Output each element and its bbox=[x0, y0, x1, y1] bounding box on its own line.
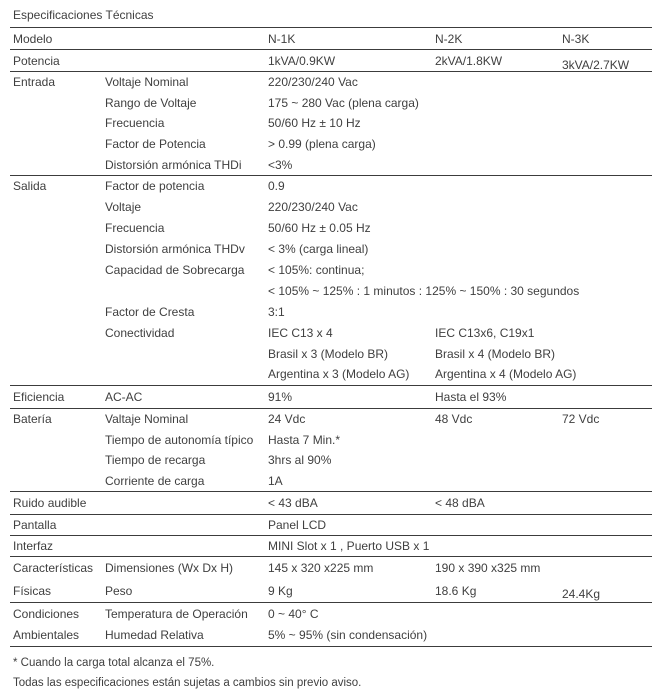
spec-value: < 105%: continua; bbox=[268, 262, 365, 277]
section-interfaz bbox=[10, 535, 652, 556]
row-entrada-factor-potencia bbox=[10, 134, 652, 155]
spec-value-n2k: < 48 dBA bbox=[435, 495, 485, 510]
spec-value: < 105% ~ 125% : 1 minutos : 125% ~ 150% : 30 segundos bbox=[268, 283, 580, 298]
spec-value: 3hrs al 90% bbox=[268, 453, 332, 468]
spec-value: 175 ~ 280 Vac (plena carga) bbox=[268, 95, 419, 110]
spec-value-n3k: 72 Vdc bbox=[562, 412, 600, 427]
spec-value-n1k: Brasil x 3 (Modelo BR) bbox=[268, 346, 389, 361]
section-modelo bbox=[10, 27, 652, 49]
spec-sublabel: Conectividad bbox=[105, 325, 175, 340]
spec-value-n1k: IEC C13 x 4 bbox=[268, 325, 333, 340]
row-entrada-frecuencia bbox=[10, 113, 652, 134]
row-salida-sobrecarga-2 bbox=[10, 280, 652, 301]
spec-value-n3k: 24.4Kg bbox=[562, 586, 601, 601]
row-fisicas-peso bbox=[10, 579, 652, 602]
spec-sublabel: Factor de potencia bbox=[105, 179, 205, 194]
spec-value: < 3% (carga lineal) bbox=[268, 242, 369, 257]
potencia-n1k: 1kVA/0.9KW bbox=[268, 53, 336, 68]
spec-value: 0 ~ 40° C bbox=[268, 606, 319, 621]
section-ruido bbox=[10, 491, 652, 514]
ambientales-label-line2: Ambientales bbox=[13, 628, 80, 643]
spec-sublabel: Factor de Cresta bbox=[105, 304, 195, 319]
salida-label: Salida bbox=[13, 179, 47, 194]
row-entrada-voltaje-nominal bbox=[10, 72, 652, 93]
spec-sublabel: Capacidad de Sobrecarga bbox=[105, 262, 245, 277]
modelo-n3k: N-3K bbox=[562, 31, 590, 46]
row-eficiencia bbox=[10, 386, 652, 408]
potencia-label: Potencia bbox=[13, 53, 60, 68]
spec-value-n1k: Argentina x 3 (Modelo AG) bbox=[268, 367, 410, 382]
row-salida-frecuencia bbox=[10, 218, 652, 239]
modelo-n1k: N-1K bbox=[268, 31, 296, 46]
modelo-label: Modelo bbox=[13, 31, 53, 46]
spec-value: 220/230/240 Vac bbox=[268, 200, 358, 215]
spec-value: MINI Slot x 1 , Puerto USB x 1 bbox=[268, 538, 430, 553]
spec-value: <3% bbox=[268, 157, 293, 172]
row-entrada-rango-voltaje bbox=[10, 93, 652, 114]
row-salida-sobrecarga-1 bbox=[10, 260, 652, 281]
spec-value-n2k: Brasil x 4 (Modelo BR) bbox=[435, 346, 556, 361]
row-ambientales-humedad bbox=[10, 624, 652, 646]
row-salida-conectividad-1 bbox=[10, 322, 652, 343]
spec-value: > 0.99 (plena carga) bbox=[268, 137, 376, 152]
row-modelo bbox=[10, 28, 652, 49]
ambientales-label-line1: Condiciones bbox=[13, 606, 80, 621]
interfaz-label: Interfaz bbox=[13, 538, 54, 553]
spec-sublabel: Corriente de carga bbox=[105, 473, 205, 488]
spec-value-n1k: 91% bbox=[268, 389, 293, 404]
row-bateria-voltaje-nominal bbox=[10, 409, 652, 430]
bateria-label: Batería bbox=[13, 412, 52, 427]
row-fisicas-dimensiones bbox=[10, 557, 652, 580]
row-salida-factor-potencia bbox=[10, 176, 652, 197]
spec-value-n2k-n3k: Hasta el 93% bbox=[435, 389, 507, 404]
potencia-n2k: 2kVA/1.8KW bbox=[435, 53, 503, 68]
spec-sublabel: Peso bbox=[105, 583, 133, 598]
potencia-n3k: 3kVA/2.7KW bbox=[562, 57, 630, 72]
row-entrada-thdi bbox=[10, 154, 652, 175]
spec-sublabel: Distorsión armónica THDv bbox=[105, 242, 245, 257]
row-ambientales-temperatura bbox=[10, 603, 652, 625]
row-salida-voltaje bbox=[10, 197, 652, 218]
row-potencia bbox=[10, 50, 652, 71]
pantalla-label: Pantalla bbox=[13, 517, 57, 532]
section-bateria bbox=[10, 408, 652, 491]
section-pantalla bbox=[10, 514, 652, 535]
section-entrada bbox=[10, 71, 652, 175]
spec-sublabel: Dimensiones (Wx Dx H) bbox=[105, 561, 234, 576]
row-salida-conectividad-3 bbox=[10, 364, 652, 385]
spec-sublabel: Voltaje Nominal bbox=[105, 75, 189, 90]
entrada-label: Entrada bbox=[13, 75, 56, 90]
row-salida-factor-cresta bbox=[10, 301, 652, 322]
section-fisicas bbox=[10, 556, 652, 602]
fisicas-label-line2: Físicas bbox=[13, 583, 52, 598]
footnote-disclaimer: Todas las especificaciones están sujetas a cambios sin previo aviso. bbox=[13, 676, 362, 689]
spec-value-n2k: 190 x 390 x325 mm bbox=[435, 561, 541, 576]
spec-value: 5% ~ 95% (sin condensación) bbox=[268, 628, 428, 643]
spec-value: Panel LCD bbox=[268, 517, 327, 532]
row-bateria-corriente bbox=[10, 470, 652, 491]
spec-sublabel: Voltaje bbox=[105, 200, 142, 215]
eficiencia-label: Eficiencia bbox=[13, 389, 65, 404]
spec-sublabel: AC-AC bbox=[105, 389, 143, 404]
spec-sublabel: Tiempo de autonomía típico bbox=[105, 432, 254, 447]
spec-value-n2k: 48 Vdc bbox=[435, 412, 473, 427]
modelo-n2k: N-2K bbox=[435, 31, 463, 46]
spec-value: 3:1 bbox=[268, 304, 285, 319]
fisicas-label-line1: Características bbox=[13, 561, 94, 576]
spec-value-n2k: IEC C13x6, C19x1 bbox=[435, 325, 535, 340]
spec-value-n1k: < 43 dBA bbox=[268, 495, 318, 510]
spec-sublabel: Tiempo de recarga bbox=[105, 453, 206, 468]
footnotes bbox=[10, 646, 652, 693]
section-eficiencia bbox=[10, 385, 652, 408]
spec-sublabel: Frecuencia bbox=[105, 221, 165, 236]
section-ambientales bbox=[10, 602, 652, 646]
spec-sublabel: Frecuencia bbox=[105, 116, 165, 131]
footnote-load-condition: * Cuando la carga total alcanza el 75%. bbox=[13, 656, 215, 669]
row-salida-conectividad-2 bbox=[10, 343, 652, 364]
row-interfaz bbox=[10, 536, 652, 556]
section-potencia bbox=[10, 49, 652, 71]
page-title: Especificaciones Técnicas bbox=[13, 7, 154, 22]
section-salida bbox=[10, 175, 652, 385]
spec-sublabel: Factor de Potencia bbox=[105, 137, 206, 152]
spec-value: 1A bbox=[268, 473, 283, 488]
spec-value: 220/230/240 Vac bbox=[268, 75, 358, 90]
spec-sublabel: Humedad Relativa bbox=[105, 628, 204, 643]
row-bateria-autonomia bbox=[10, 429, 652, 450]
spec-value-n2k: 18.6 Kg bbox=[435, 583, 477, 598]
spec-sublabel: Valtaje Nominal bbox=[105, 412, 189, 427]
spec-value: Hasta 7 Min.* bbox=[268, 432, 341, 447]
spec-value-n1k: 9 Kg bbox=[268, 583, 293, 598]
spec-value-n1k: 24 Vdc bbox=[268, 412, 306, 427]
row-pantalla bbox=[10, 515, 652, 535]
spec-sublabel: Temperatura de Operación bbox=[105, 606, 248, 621]
spec-sublabel: Rango de Voltaje bbox=[105, 95, 197, 110]
row-salida-thdv bbox=[10, 239, 652, 260]
spec-value-n1k: 145 x 320 x225 mm bbox=[268, 561, 374, 576]
row-bateria-recarga bbox=[10, 450, 652, 471]
spec-value: 50/60 Hz ± 0.05 Hz bbox=[268, 221, 371, 236]
spec-value-n2k: Argentina x 4 (Modelo AG) bbox=[435, 367, 577, 382]
spec-value: 0.9 bbox=[268, 179, 285, 194]
ruido-label: Ruido audible bbox=[13, 495, 87, 510]
spec-sublabel: Distorsión armónica THDi bbox=[105, 157, 242, 172]
spec-value: 50/60 Hz ± 10 Hz bbox=[268, 116, 361, 131]
row-ruido bbox=[10, 492, 652, 514]
